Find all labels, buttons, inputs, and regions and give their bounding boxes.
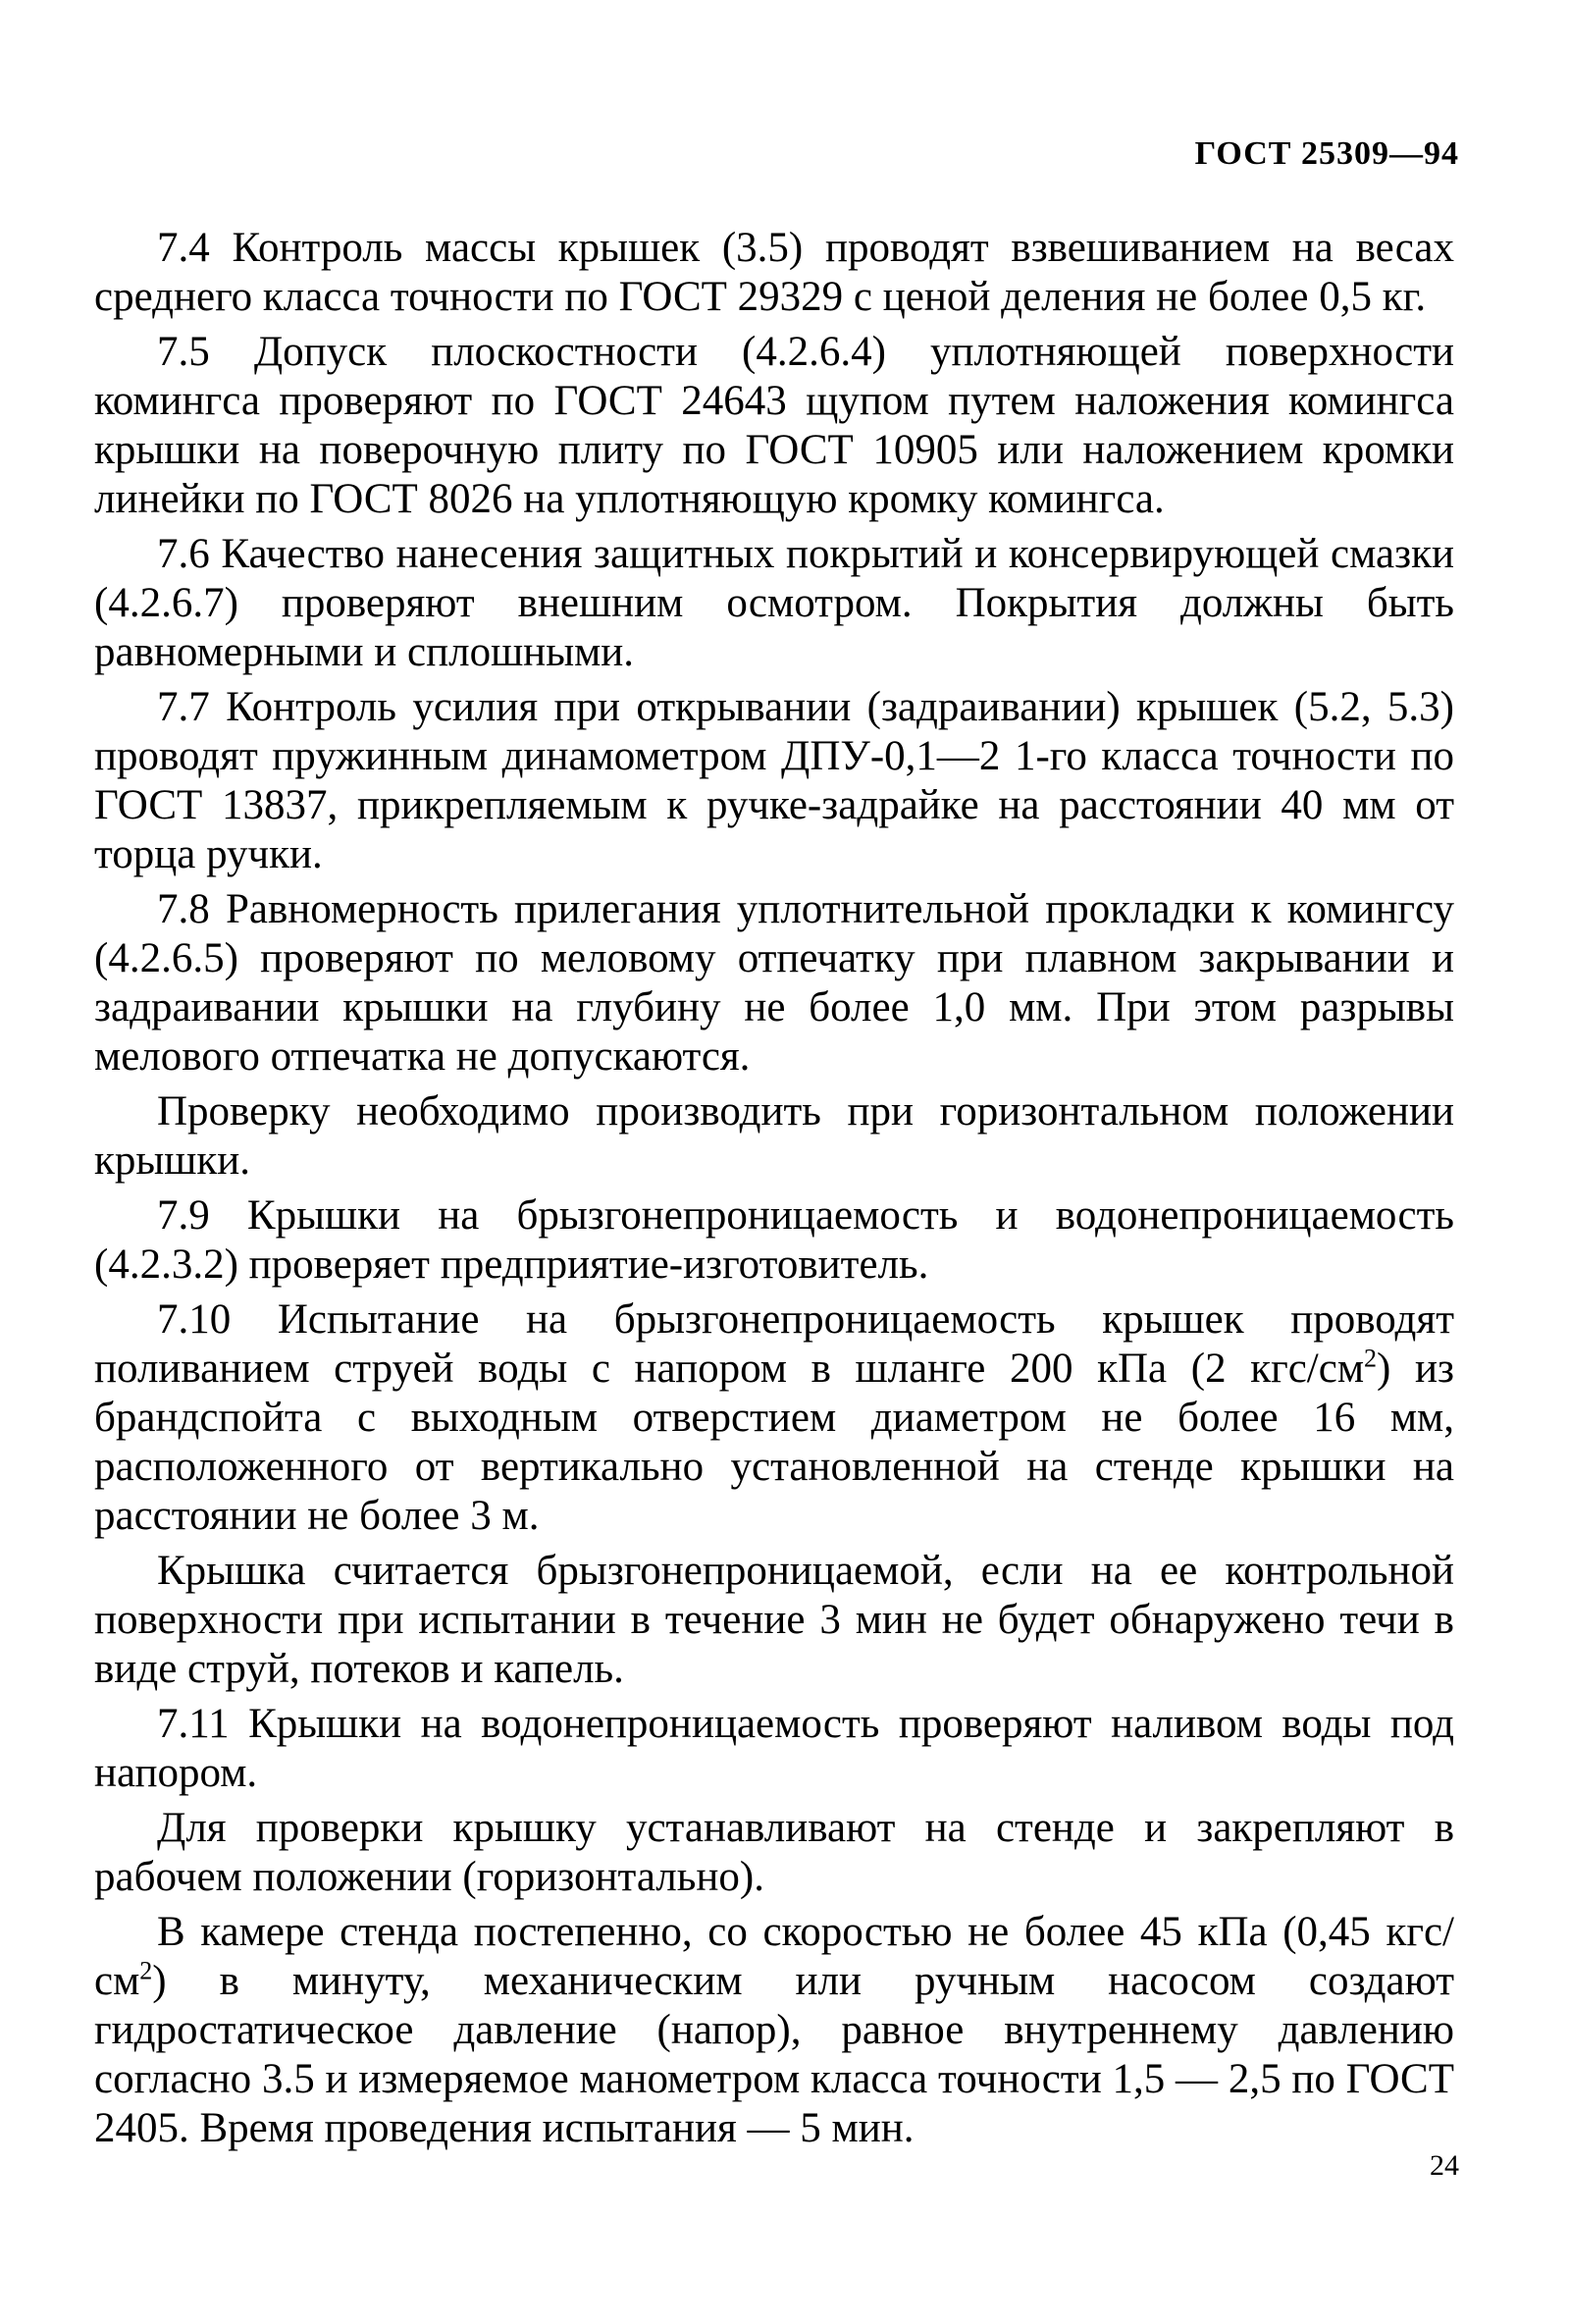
paragraph-7-11-text-before: В камере стенда постепенно, со скоростью не более 45 кПа (0,45 кгс/см xyxy=(94,1909,1454,2004)
paragraph-7-9: 7.9 Крышки на брызгонепроницаемость и водонепроницаемость (4.2.3.2) проверяет предприятие-изготовитель. xyxy=(94,1192,1454,1288)
document-body xyxy=(94,224,1454,2159)
paragraph-7-8-note: Проверку необходимо производить при горизонтальном положении крышки. xyxy=(94,1088,1454,1184)
paragraph-7-7: 7.7 Контроль усилия при открывании (задраивании) крышек (5.2, 5.3) проводят пружинным динамометром ДПУ-0,1—2 1-го класса точности по ГОСТ 13837, прикрепляемым к ручке-задрайке на расстоянии 40 мм от торца ручки. xyxy=(94,684,1454,877)
paragraph-7-11-text-after: ) в минуту, механическим или ручным насосом создают гидростатическое давление (напор), равное внутреннему давлению согласно 3.5 и измеряемое манометром класса точности 1,5 — 2,5 по ГОСТ 2405. Время проведения испытания — 5 мин. xyxy=(94,1958,1454,2151)
page-number: 24 xyxy=(1430,2149,1459,2182)
paragraph-7-8: 7.8 Равномерность прилегания уплотнительной прокладки к комингсу (4.2.6.5) проверяют по меловому отпечатку при плавном закрывании и задраивании крышки на глубину не более 1,0 мм. При этом разрывы мелового отпечатка не допускаются. xyxy=(94,886,1454,1080)
paragraph-7-11-procedure xyxy=(94,1908,1454,2153)
superscript-2: 2 xyxy=(1364,1344,1378,1373)
paragraph-7-10-text-before: 7.10 Испытание на брызгонепроницаемость крышек проводят поливанием струей воды с напором в шланге 200 кПа (2 кгс/см xyxy=(94,1296,1454,1392)
paragraph-7-10-criterion: Крышка считается брызгонепроницаемой, если на ее контрольной поверхности при испытании в течение 3 мин не будет обнаружено течи в виде струй, потеков и капель. xyxy=(94,1548,1454,1692)
paragraph-7-5: 7.5 Допуск плоскостности (4.2.6.4) уплотняющей поверхности комингса проверяют по ГОСТ 24643 щупом путем наложения комингса крышки на поверочную плиту по ГОСТ 10905 или наложением кромки линейки по ГОСТ 8026 на уплотняющую кромку комингса. xyxy=(94,329,1454,522)
paragraph-7-11-setup: Для проверки крышку устанавливают на стенде и закрепляют в рабочем положении (горизонтально). xyxy=(94,1805,1454,1900)
superscript-2: 2 xyxy=(139,1956,153,1985)
paragraph-7-10-text-after: ) из брандспойта с выходным отверстием диаметром не более 16 мм, расположенного от вертикально установленной на стенде крышки на расстоянии не более 3 м. xyxy=(94,1346,1454,1539)
paragraph-7-11: 7.11 Крышки на водонепроницаемость проверяют наливом воды под напором. xyxy=(94,1701,1454,1796)
paragraph-7-4: 7.4 Контроль массы крышек (3.5) проводят взвешиванием на весах среднего класса точности по ГОСТ 29329 с ценой деления не более 0,5 кг. xyxy=(94,225,1454,320)
document-header-code: ГОСТ 25309—94 xyxy=(1194,135,1459,172)
paragraph-7-6: 7.6 Качество нанесения защитных покрытий и консервирующей смазки (4.2.6.7) проверяют внешним осмотром. Покрытия должны быть равномерными и сплошными. xyxy=(94,531,1454,675)
paragraph-7-10 xyxy=(94,1295,1454,1541)
